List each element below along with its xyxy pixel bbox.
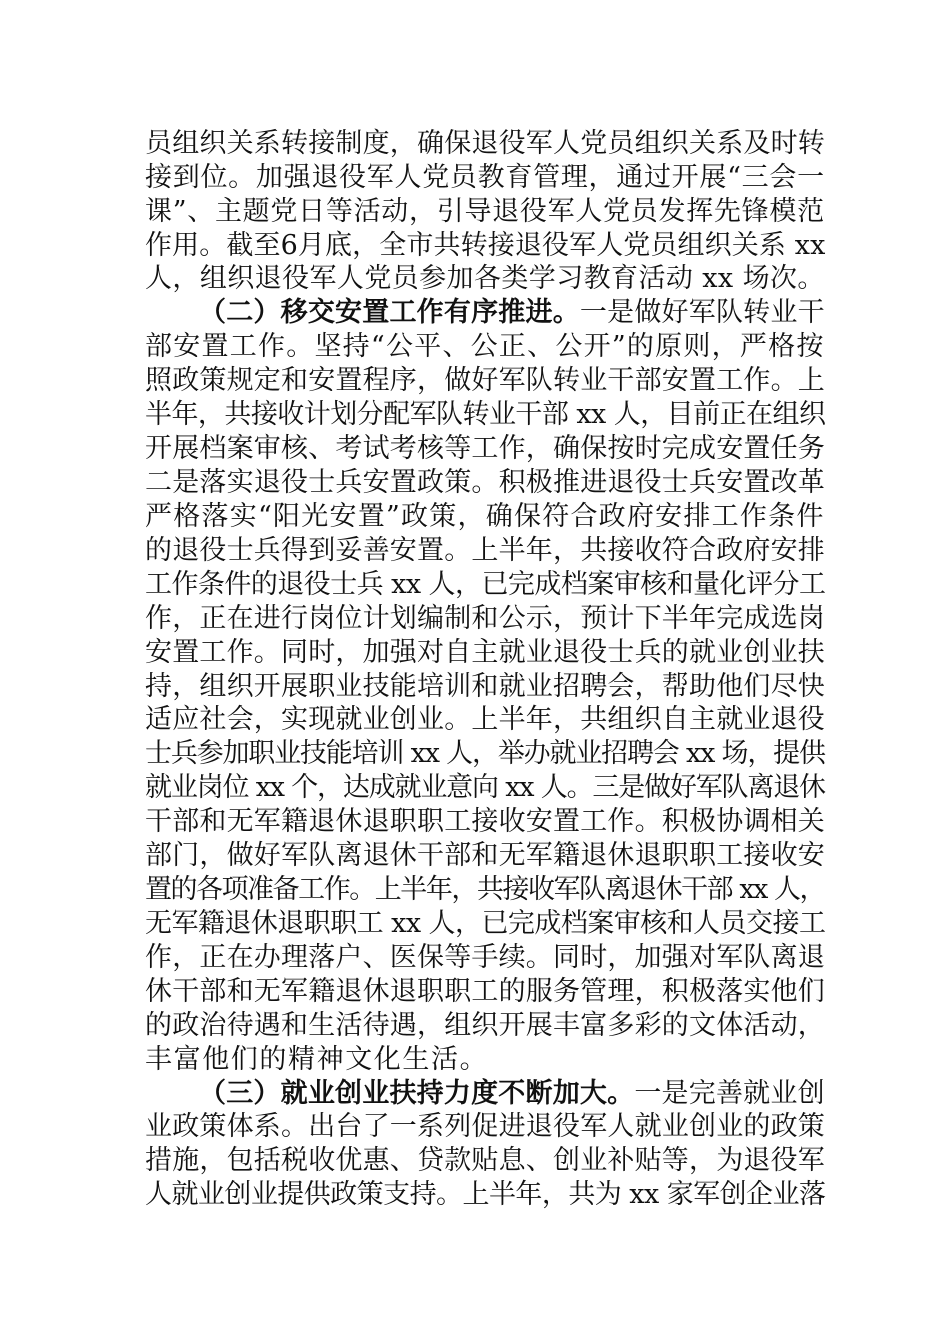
text-line: 人就业创业提供政策支持。上半年，共为 xx 家军创企业落 [145, 1179, 826, 1210]
text-line: 就业岗位 xx 个，达成就业意向 xx 人。三是做好军队离退休 [145, 772, 825, 803]
text-line: 工作条件的退役士兵 xx 人，已完成档案审核和量化评分工 [145, 569, 826, 600]
text-line: 措施，包括税收优惠、贷款贴息、创业补贴等，为退役军 [145, 1145, 825, 1176]
text-line: 无军籍退休退职职工 xx 人，已完成档案审核和人员交接工 [145, 908, 826, 939]
text-line: 部门，做好军队离退休干部和无军籍退休退职职工接收安 [145, 840, 825, 871]
text-line: 员组织关系转接制度，确保退役军人党员组织关系及时转 [145, 128, 825, 159]
text-line: 丰富他们的精神文化生活。 [145, 1044, 489, 1075]
text-line: 的政治待遇和生活待遇，组织开展丰富多彩的文体活动， [145, 1010, 825, 1041]
text-line: 适应社会，实现就业创业。上半年，共组织自主就业退役 [145, 704, 825, 735]
text-line: 持，组织开展职业技能培训和就业招聘会，帮助他们尽快 [145, 671, 825, 702]
text-line: 开展档案审核、考试考核等工作，确保按时完成安置任务 [145, 433, 825, 464]
text-line: 休干部和无军籍退休退职职工的服务管理，积极落实他们 [145, 976, 825, 1007]
section-text: 一是完善就业创 [634, 1078, 825, 1109]
text-line: 接到位。加强退役军人党员教育管理，通过开展“三会一 [145, 162, 825, 193]
text-line: 半年，共接收计划分配军队转业干部 xx 人，目前正在组织 [145, 399, 826, 430]
text-line: 课”、主题党日等活动，引导退役军人党员发挥先锋模范 [145, 196, 825, 227]
text-line: 作，正在办理落户、医保等手续。同时，加强对军队离退 [145, 942, 825, 973]
text-line: 业政策体系。出台了一系列促进退役军人就业创业的政策 [145, 1111, 825, 1142]
section-heading: （二）移交安置工作有序推进。 [199, 297, 580, 328]
text-line: 照政策规定和安置程序，做好军队转业干部安置工作。上 [145, 365, 825, 396]
text-line: 二是落实退役士兵安置政策。积极推进退役士兵安置改革 [145, 467, 825, 498]
text-line: 作用。截至6月底，全市共转接退役军人党员组织关系 xx [145, 230, 826, 261]
text-line: 干部和无军籍退休退职职工接收安置工作。积极协调相关 [145, 806, 825, 837]
text-line: 安置工作。同时，加强对自主就业退役士兵的就业创业扶 [145, 637, 825, 668]
text-line: 的退役士兵得到妥善安置。上半年，共接收符合政府安排 [145, 535, 825, 566]
section-line [199, 1077, 825, 1113]
text-line: 部安置工作。坚持“公平、公正、公开”的原则，严格按 [145, 331, 825, 362]
text-line: 置的各项准备工作。上半年，共接收军队离退休干部 xx 人， [145, 874, 826, 905]
text-line: 士兵参加职业技能培训 xx 人，举办就业招聘会 xx 场，提供 [145, 738, 825, 769]
text-line: 作，正在进行岗位计划编制和公示，预计下半年完成选岗 [145, 603, 825, 634]
text-line: 严格落实“阳光安置”政策，确保符合政府安排工作条件 [145, 501, 825, 532]
section-line [199, 296, 825, 332]
text-line: 人，组织退役军人党员参加各类学习教育活动 xx 场次。 [145, 263, 825, 294]
section-heading: （三）就业创业扶持力度不断加大。 [199, 1078, 635, 1109]
section-text: 一是做好军队转业干 [579, 297, 825, 328]
